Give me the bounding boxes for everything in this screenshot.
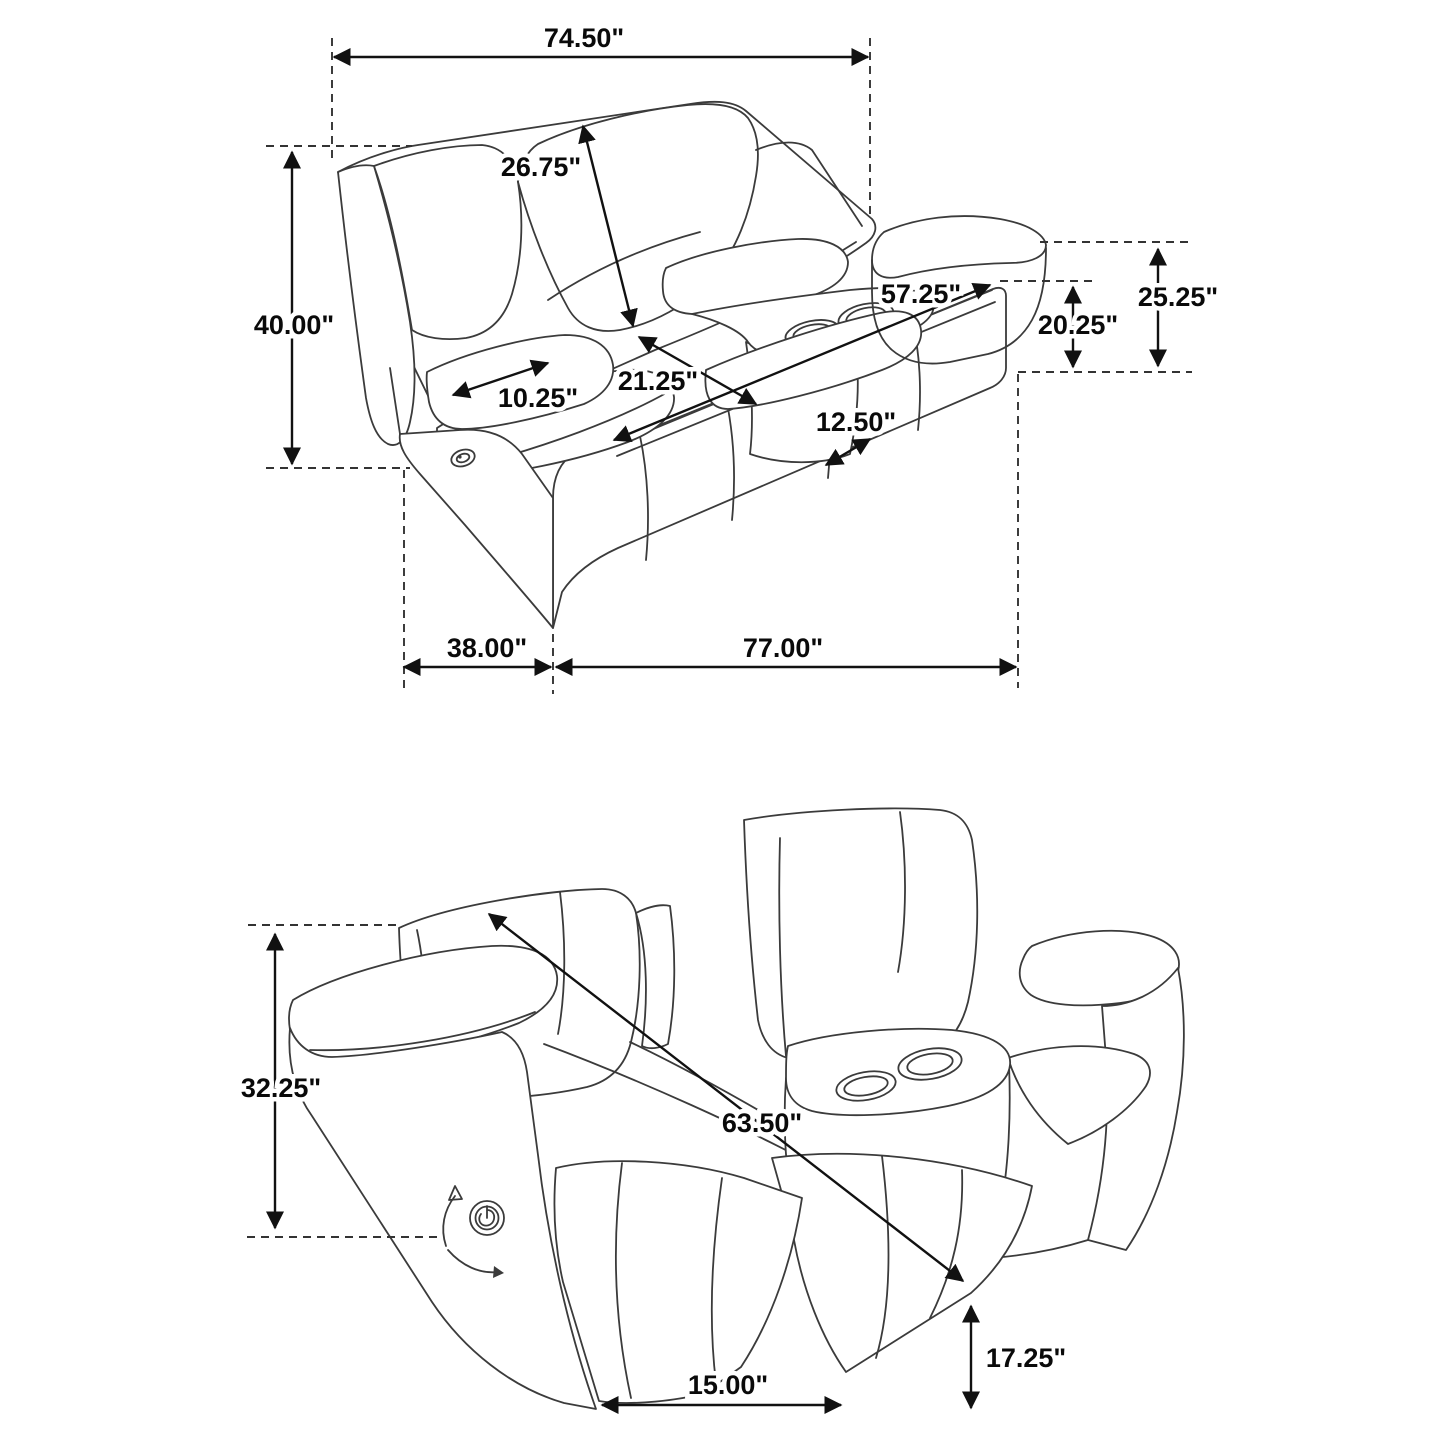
dim-label-seat-width: 57.25" xyxy=(880,279,962,309)
dim-label-base-depth: 38.00" xyxy=(446,633,528,663)
dim-label-footrest-extension: 15.00" xyxy=(687,1370,769,1400)
dim-label-seat-back-height: 26.75" xyxy=(500,152,582,182)
sofa-upright-drawing xyxy=(338,102,1046,628)
dim-label-footrest-height: 17.25" xyxy=(985,1343,1067,1373)
dim-label-reclined-overall-depth: 63.50" xyxy=(721,1108,803,1138)
dim-label-seat-depth: 21.25" xyxy=(617,366,699,396)
dim-label-front-rail-height: 12.50" xyxy=(815,407,897,437)
dim-footrest-height xyxy=(971,1306,1066,1408)
dim-label-seat-platform-height: 20.25" xyxy=(1037,310,1119,340)
dim-label-base-length: 77.00" xyxy=(742,633,824,663)
dim-label-reclined-back-height: 32.25" xyxy=(240,1073,322,1103)
dim-label-armrest-top-width: 10.25" xyxy=(497,383,579,413)
dim-label-overall-height: 40.00" xyxy=(253,310,335,340)
dim-seat-platform-height xyxy=(1000,281,1118,367)
dim-label-arm-height: 25.25" xyxy=(1137,282,1219,312)
dim-label-overall-width: 74.50" xyxy=(543,23,625,53)
dim-arm-height xyxy=(1018,242,1218,372)
